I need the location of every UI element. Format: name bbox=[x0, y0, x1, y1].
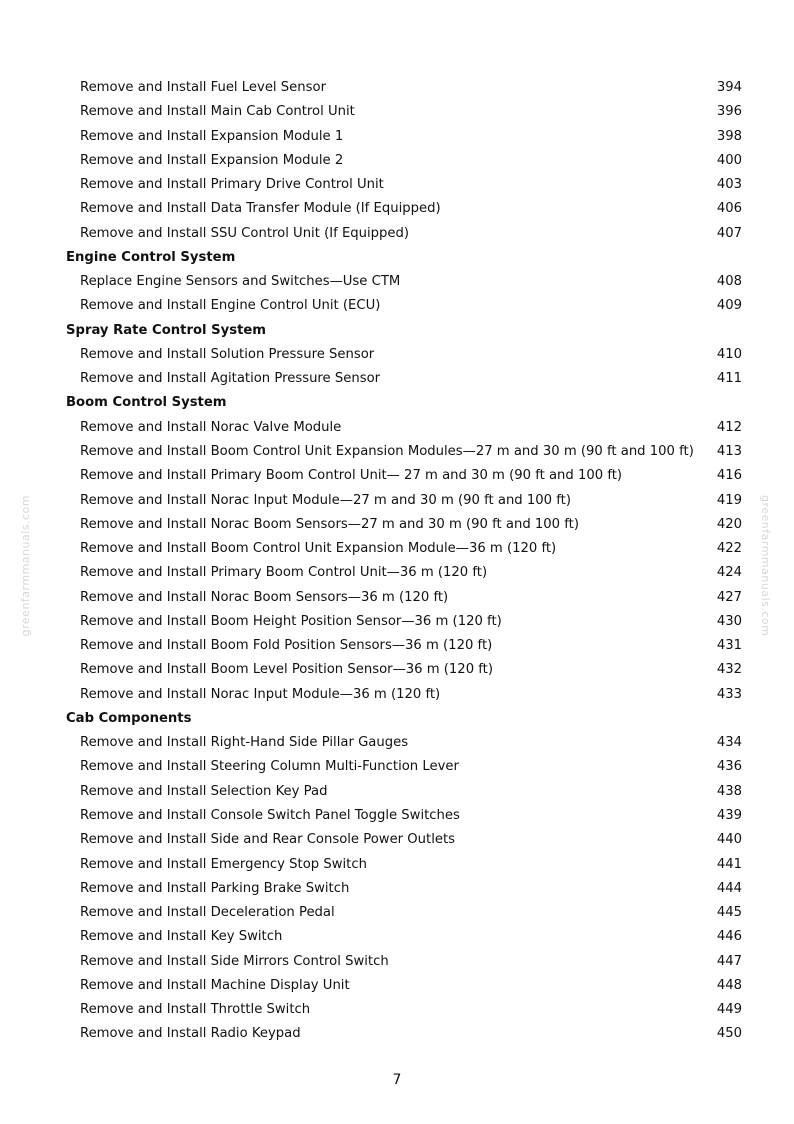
toc-entry-title: Remove and Install Engine Control Unit (ECU) bbox=[80, 298, 381, 314]
toc-entry-page: 433 bbox=[716, 686, 742, 702]
toc-entry-page: 438 bbox=[716, 783, 742, 799]
toc-entry-title: Remove and Install Main Cab Control Unit bbox=[80, 104, 355, 120]
toc-entry-page: 412 bbox=[716, 419, 742, 435]
toc-entry bbox=[0, 950, 794, 974]
toc-entry bbox=[0, 853, 794, 877]
toc-entry bbox=[0, 125, 794, 149]
toc-entry-page: 420 bbox=[716, 516, 742, 532]
toc-entry-page: 411 bbox=[716, 371, 742, 387]
toc-entry-page: 439 bbox=[716, 807, 742, 823]
toc-entry-title: Remove and Install Norac Input Module—27 m and 30 m (90 ft and 100 ft) bbox=[80, 492, 571, 508]
toc-entry-title: Remove and Install Parking Brake Switch bbox=[80, 880, 350, 896]
toc-entry bbox=[0, 464, 794, 488]
toc-entry-page: 413 bbox=[716, 443, 742, 459]
toc-entry-title: Remove and Install Emergency Stop Switch bbox=[80, 856, 367, 872]
toc-entry-page: 432 bbox=[716, 662, 742, 678]
toc-entry-page: 430 bbox=[716, 613, 742, 629]
toc-entry bbox=[0, 683, 794, 707]
toc-entry-title: Remove and Install Side and Rear Console Power Outlets bbox=[80, 832, 456, 848]
toc-entry-page: 407 bbox=[716, 225, 742, 241]
toc-entry-title: Replace Engine Sensors and Switches—Use CTM bbox=[80, 274, 401, 290]
toc-entry-title: Remove and Install Expansion Module 1 bbox=[80, 128, 344, 144]
toc-entry-page: 406 bbox=[716, 201, 742, 217]
toc-entry bbox=[0, 270, 794, 294]
toc-entry bbox=[0, 804, 794, 828]
toc-entry-title: Remove and Install Right-Hand Side Pillar Gauges bbox=[80, 735, 409, 751]
toc-entry-title: Remove and Install Throttle Switch bbox=[80, 1002, 311, 1018]
toc-entry-title: Remove and Install Agitation Pressure Sensor bbox=[80, 371, 381, 387]
toc-entry-page: 398 bbox=[716, 128, 742, 144]
toc-entry bbox=[0, 294, 794, 318]
toc-entry-page: 450 bbox=[716, 1026, 742, 1042]
toc-entry bbox=[0, 586, 794, 610]
toc-entry-title: Remove and Install SSU Control Unit (If Equipped) bbox=[80, 225, 410, 241]
toc-entry-page: 396 bbox=[716, 104, 742, 120]
toc-entry bbox=[0, 731, 794, 755]
toc-entry-page: 445 bbox=[716, 905, 742, 921]
toc-entry-title: Remove and Install Solution Pressure Sensor bbox=[80, 346, 375, 362]
toc-entry bbox=[0, 634, 794, 658]
toc-entry bbox=[0, 901, 794, 925]
toc-entry-title: Remove and Install Radio Keypad bbox=[80, 1026, 301, 1042]
toc-entry-page: 431 bbox=[716, 638, 742, 654]
toc-entry-title: Remove and Install Fuel Level Sensor bbox=[80, 80, 326, 95]
toc-entry bbox=[0, 173, 794, 197]
toc-entry bbox=[0, 440, 794, 464]
toc-entry-title: Remove and Install Boom Fold Position Sensors—36 m (120 ft) bbox=[80, 638, 493, 654]
toc-entry bbox=[0, 513, 794, 537]
toc-entry bbox=[0, 828, 794, 852]
toc-entry bbox=[0, 367, 794, 391]
toc-entry bbox=[0, 974, 794, 998]
toc-entry bbox=[0, 1022, 794, 1046]
toc-entry-page: 449 bbox=[716, 1002, 742, 1018]
toc-entry-title: Remove and Install Deceleration Pedal bbox=[80, 905, 335, 921]
toc-entry-page: 394 bbox=[716, 80, 742, 95]
toc-entry-page: 444 bbox=[716, 880, 742, 896]
toc-entry-page: 416 bbox=[716, 468, 742, 484]
toc-entry-page: 419 bbox=[716, 492, 742, 508]
toc-entry-page: 410 bbox=[716, 346, 742, 362]
toc-entry bbox=[0, 149, 794, 173]
toc-entry-title: Remove and Install Norac Input Module—36 m (120 ft) bbox=[80, 686, 441, 702]
toc-entry bbox=[0, 416, 794, 440]
toc-entry bbox=[0, 76, 794, 100]
toc-entry-page: 441 bbox=[716, 856, 742, 872]
watermark-right: greenfarmmanuals.com bbox=[759, 495, 772, 637]
toc-entry-page: 403 bbox=[716, 177, 742, 193]
toc-entry bbox=[0, 610, 794, 634]
toc-entry bbox=[0, 925, 794, 949]
toc-entry-page: 409 bbox=[716, 298, 742, 314]
toc-section-heading: Spray Rate Control System bbox=[66, 322, 267, 338]
toc-entry-page: 440 bbox=[716, 832, 742, 848]
toc-entry-page: 424 bbox=[716, 565, 742, 581]
toc-entry-page: 427 bbox=[716, 589, 742, 605]
toc-entry bbox=[0, 780, 794, 804]
toc-entry-title: Remove and Install Boom Height Position Sensor—36 m (120 ft) bbox=[80, 613, 502, 629]
toc-entry-title: Remove and Install Key Switch bbox=[80, 929, 283, 945]
toc-entry-page: 447 bbox=[716, 953, 742, 969]
toc-entry-title: Remove and Install Boom Control Unit Expansion Modules—27 m and 30 m (90 ft and 100 ft) bbox=[80, 443, 694, 459]
toc-entry bbox=[0, 222, 794, 246]
toc-entry-title: Remove and Install Machine Display Unit bbox=[80, 977, 350, 993]
toc-entry bbox=[0, 197, 794, 221]
toc-entry bbox=[0, 537, 794, 561]
toc-entry bbox=[0, 343, 794, 367]
toc-entry-page: 400 bbox=[716, 152, 742, 168]
toc-entry bbox=[0, 755, 794, 779]
toc-entry-title: Remove and Install Console Switch Panel Toggle Switches bbox=[80, 807, 460, 823]
toc-entry bbox=[0, 998, 794, 1022]
page-number: 7 bbox=[392, 1072, 402, 1088]
watermark-left: greenfarmmanuals.com bbox=[19, 495, 32, 637]
toc-entry-title: Remove and Install Primary Drive Control Unit bbox=[80, 177, 384, 193]
toc-entry-title: Remove and Install Primary Boom Control Unit— 27 m and 30 m (90 ft and 100 ft) bbox=[80, 468, 623, 484]
toc-section-heading: Boom Control System bbox=[66, 395, 227, 411]
toc-entry-title: Remove and Install Expansion Module 2 bbox=[80, 152, 344, 168]
toc-entry bbox=[0, 561, 794, 585]
toc-entry-title: Remove and Install Data Transfer Module (If Equipped) bbox=[80, 201, 441, 217]
toc-entry-page: 408 bbox=[716, 274, 742, 290]
toc-entry-page: 422 bbox=[716, 541, 742, 557]
toc-entry-page: 436 bbox=[716, 759, 742, 775]
toc-section-heading: Cab Components bbox=[66, 710, 192, 726]
toc-entry-title: Remove and Install Steering Column Multi-Function Lever bbox=[80, 759, 459, 775]
toc-entry-title: Remove and Install Selection Key Pad bbox=[80, 783, 328, 799]
toc-entry-page: 434 bbox=[716, 735, 742, 751]
toc-entry-page: 448 bbox=[716, 977, 742, 993]
toc-entry bbox=[0, 100, 794, 124]
toc-entry-title: Remove and Install Norac Valve Module bbox=[80, 419, 342, 435]
toc-entry bbox=[0, 877, 794, 901]
toc-entry-title: Remove and Install Norac Boom Sensors—36 m (120 ft) bbox=[80, 589, 449, 605]
toc-entry-title: Remove and Install Norac Boom Sensors—27 m and 30 m (90 ft and 100 ft) bbox=[80, 516, 579, 532]
toc-entry-title: Remove and Install Side Mirrors Control Switch bbox=[80, 953, 389, 969]
toc-entry-title: Remove and Install Primary Boom Control Unit—36 m (120 ft) bbox=[80, 565, 488, 581]
toc-entry-title: Remove and Install Boom Control Unit Expansion Module—36 m (120 ft) bbox=[80, 541, 557, 557]
toc-section-heading: Engine Control System bbox=[66, 249, 236, 265]
toc-entry-page: 446 bbox=[716, 929, 742, 945]
toc-entry bbox=[0, 658, 794, 682]
toc-entry-title: Remove and Install Boom Level Position Sensor—36 m (120 ft) bbox=[80, 662, 493, 678]
table-of-contents bbox=[0, 76, 794, 1047]
toc-entry bbox=[0, 489, 794, 513]
